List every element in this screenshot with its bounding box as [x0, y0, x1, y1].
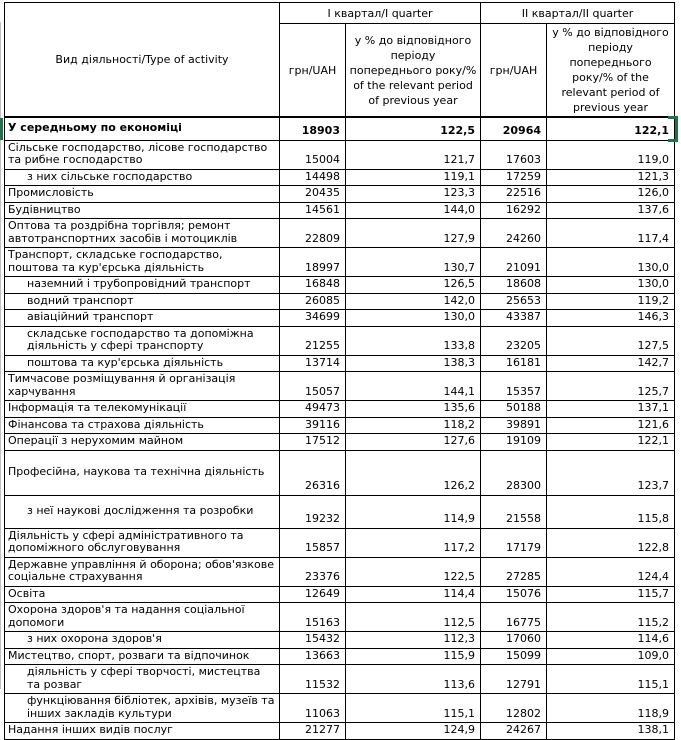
q2-uah-cell[interactable]: 24267: [481, 723, 547, 740]
activity-cell[interactable]: Професійна, наукова та технічна діяльність: [5, 450, 280, 495]
q2-uah-cell[interactable]: 17259: [481, 169, 547, 186]
table-row: [5, 186, 675, 203]
q2-percent-cell[interactable]: 146,3: [547, 310, 675, 327]
q2-uah-cell[interactable]: 27285: [481, 557, 547, 586]
q1-percent-cell[interactable]: 126,2: [346, 450, 481, 495]
q2-uah-cell[interactable]: 18608: [481, 277, 547, 294]
q1-uah-cell[interactable]: 20435: [280, 186, 346, 203]
q1-percent-cell[interactable]: 115,9: [346, 648, 481, 665]
activity-column-header[interactable]: Вид діяльності/Type of activity: [5, 3, 280, 118]
q2-percent-cell[interactable]: 114,6: [547, 632, 675, 649]
q1-percent-cell[interactable]: 123,3: [346, 186, 481, 203]
q2-percent-cell[interactable]: 130,0: [547, 248, 675, 277]
q1-percent-cell[interactable]: 135,6: [346, 401, 481, 418]
activity-cell[interactable]: Сільське господарство, лісове господарство та рибне господарство: [5, 140, 280, 169]
table-row: [5, 694, 675, 723]
q2-uah-cell[interactable]: 39891: [481, 417, 547, 434]
q1-uah-cell[interactable]: 21277: [280, 723, 346, 740]
q1-uah-cell[interactable]: 16848: [280, 277, 346, 294]
activity-cell[interactable]: Мистецтво, спорт, розваги та відпочинок: [5, 648, 280, 665]
q1-percent-cell[interactable]: 117,2: [346, 528, 481, 557]
q2-uah-cell[interactable]: 22516: [481, 186, 547, 203]
q2-percent-header[interactable]: у % до відповідного періоду попереднього року/% of the relevant period of previous year: [547, 24, 675, 118]
q2-percent-cell[interactable]: 138,1: [547, 723, 675, 740]
activity-cell[interactable]: функціювання бібліотек, архівів, музеїв та інших закладів культури: [5, 694, 280, 723]
wages-by-activity-table: [4, 2, 675, 740]
table-row: [5, 310, 675, 327]
q1-percent-cell[interactable]: 114,4: [346, 586, 481, 603]
selection-border-right-top: [668, 116, 678, 119]
q2-percent-cell[interactable]: 119,0: [547, 140, 675, 169]
q1-uah-cell[interactable]: 13714: [280, 355, 346, 372]
table-row: [5, 248, 675, 277]
q2-uah-cell[interactable]: 15076: [481, 586, 547, 603]
q1-percent-cell[interactable]: 122,5: [346, 117, 481, 140]
q2-percent-cell[interactable]: 130,0: [547, 277, 675, 294]
q1-percent-cell[interactable]: 142,0: [346, 293, 481, 310]
q1-percent-header[interactable]: у % до відповідного періоду попереднього року/% of the relevant period of previous year: [346, 24, 481, 118]
activity-cell[interactable]: поштова та кур'єрська діяльність: [5, 355, 280, 372]
quarter2-header[interactable]: ІІ квартал/II quarter: [481, 3, 675, 24]
table-row: [5, 665, 675, 694]
q1-percent-cell[interactable]: 133,8: [346, 326, 481, 355]
q2-uah-cell[interactable]: 21091: [481, 248, 547, 277]
q2-percent-cell[interactable]: 122,1: [547, 434, 675, 451]
table-row: [5, 434, 675, 451]
q1-uah-cell[interactable]: 14561: [280, 202, 346, 219]
table-row: [5, 450, 675, 495]
q2-percent-cell[interactable]: 137,1: [547, 401, 675, 418]
activity-cell[interactable]: Освіта: [5, 586, 280, 603]
q2-uah-cell[interactable]: 19109: [481, 434, 547, 451]
q2-uah-cell[interactable]: 16775: [481, 603, 547, 632]
q1-percent-cell[interactable]: 118,2: [346, 417, 481, 434]
q2-uah-cell[interactable]: 15099: [481, 648, 547, 665]
table-row: [5, 603, 675, 632]
activity-cell[interactable]: Інформація та телекомунікації: [5, 401, 280, 418]
table-row: [5, 355, 675, 372]
activity-cell[interactable]: діяльність у сфері творчості, мистецтва та розваг: [5, 665, 280, 694]
q2-percent-cell[interactable]: 115,2: [547, 603, 675, 632]
activity-cell[interactable]: з неї наукові дослідження та розробки: [5, 495, 280, 528]
q1-uah-cell[interactable]: 18903: [280, 117, 346, 140]
q1-percent-cell[interactable]: 130,0: [346, 310, 481, 327]
q1-percent-cell[interactable]: 138,3: [346, 355, 481, 372]
q2-percent-cell[interactable]: 121,6: [547, 417, 675, 434]
q2-percent-cell[interactable]: 109,0: [547, 648, 675, 665]
q2-uah-cell[interactable]: 16292: [481, 202, 547, 219]
q1-uah-cell[interactable]: 14498: [280, 169, 346, 186]
q1-percent-cell[interactable]: 144,1: [346, 372, 481, 401]
q1-uah-header[interactable]: грн/UAH: [280, 24, 346, 118]
q1-percent-cell[interactable]: 114,9: [346, 495, 481, 528]
table-row: [5, 140, 675, 169]
q2-uah-cell[interactable]: 17060: [481, 632, 547, 649]
activity-cell[interactable]: Оптова та роздрібна торгівля; ремонт автотранспортних засобів і мотоциклів: [5, 219, 280, 248]
q2-uah-cell[interactable]: 12802: [481, 694, 547, 723]
activity-cell[interactable]: Промисловість: [5, 186, 280, 203]
table-row: [5, 648, 675, 665]
q2-percent-cell[interactable]: 115,7: [547, 586, 675, 603]
q2-percent-cell[interactable]: 117,4: [547, 219, 675, 248]
q1-uah-cell[interactable]: 22809: [280, 219, 346, 248]
q2-uah-cell[interactable]: 20964: [481, 117, 547, 140]
q1-uah-cell[interactable]: 15857: [280, 528, 346, 557]
activity-cell[interactable]: Будівництво: [5, 202, 280, 219]
q2-percent-cell[interactable]: 115,8: [547, 495, 675, 528]
q2-uah-cell[interactable]: 25653: [481, 293, 547, 310]
q1-percent-cell[interactable]: 122,5: [346, 557, 481, 586]
q1-uah-cell[interactable]: 15432: [280, 632, 346, 649]
q2-percent-cell[interactable]: 118,9: [547, 694, 675, 723]
q2-percent-cell[interactable]: 123,7: [547, 450, 675, 495]
q2-percent-cell[interactable]: 119,2: [547, 293, 675, 310]
q2-percent-cell[interactable]: 137,6: [547, 202, 675, 219]
q1-percent-cell[interactable]: 124,9: [346, 723, 481, 740]
q1-percent-cell[interactable]: 127,6: [346, 434, 481, 451]
q1-percent-cell[interactable]: 119,1: [346, 169, 481, 186]
quarter1-header[interactable]: І квартал/I quarter: [280, 3, 481, 24]
q1-uah-cell[interactable]: 17512: [280, 434, 346, 451]
table-row: [5, 401, 675, 418]
activity-cell[interactable]: з них охорона здоров'я: [5, 632, 280, 649]
q2-uah-cell[interactable]: 16181: [481, 355, 547, 372]
q2-percent-cell[interactable]: 125,7: [547, 372, 675, 401]
q1-percent-cell[interactable]: 113,6: [346, 665, 481, 694]
q2-percent-cell[interactable]: 115,1: [547, 665, 675, 694]
activity-cell[interactable]: водний транспорт: [5, 293, 280, 310]
q2-percent-cell[interactable]: 127,5: [547, 326, 675, 355]
q2-uah-cell[interactable]: 43387: [481, 310, 547, 327]
q1-percent-cell[interactable]: 115,1: [346, 694, 481, 723]
activity-cell[interactable]: Державне управління й оборона; обов'язкове соціальне страхування: [5, 557, 280, 586]
activity-cell[interactable]: Тимчасове розміщування й організація харчування: [5, 372, 280, 401]
selection-border-left: [0, 118, 3, 140]
table-row: [5, 632, 675, 649]
activity-cell[interactable]: наземний і трубопровідний транспорт: [5, 277, 280, 294]
q2-uah-cell[interactable]: 21558: [481, 495, 547, 528]
q2-uah-cell[interactable]: 12791: [481, 665, 547, 694]
q1-percent-cell[interactable]: 144,0: [346, 202, 481, 219]
q1-uah-cell[interactable]: 26085: [280, 293, 346, 310]
q2-uah-cell[interactable]: 50188: [481, 401, 547, 418]
activity-cell[interactable]: Фінансова та страхова діяльність: [5, 417, 280, 434]
q2-uah-cell[interactable]: 17179: [481, 528, 547, 557]
q2-uah-cell[interactable]: 17603: [481, 140, 547, 169]
table-row: [5, 117, 675, 140]
activity-cell[interactable]: складське господарство та допоміжна діяльність у сфері транспорту: [5, 326, 280, 355]
q1-uah-cell[interactable]: 23376: [280, 557, 346, 586]
activity-cell[interactable]: авіаційний транспорт: [5, 310, 280, 327]
q2-percent-cell[interactable]: 122,1: [547, 117, 675, 140]
q1-uah-cell[interactable]: 49473: [280, 401, 346, 418]
table-row: [5, 495, 675, 528]
q1-percent-cell[interactable]: 130,7: [346, 248, 481, 277]
table-header: [5, 3, 675, 118]
activity-cell[interactable]: Транспорт, складське господарство, поштова та кур'єрська діяльність: [5, 248, 280, 277]
q2-uah-cell[interactable]: 28300: [481, 450, 547, 495]
activity-cell[interactable]: Охорона здоров'я та надання соціальної допомоги: [5, 603, 280, 632]
table-row: [5, 219, 675, 248]
q2-percent-cell[interactable]: 126,0: [547, 186, 675, 203]
q2-percent-cell[interactable]: 121,3: [547, 169, 675, 186]
q2-percent-cell[interactable]: 124,4: [547, 557, 675, 586]
q2-uah-header[interactable]: грн/UAH: [481, 24, 547, 118]
selection-border-right-bottom: [668, 139, 678, 142]
table-row: [5, 528, 675, 557]
q1-uah-cell[interactable]: 39116: [280, 417, 346, 434]
table-row: [5, 723, 675, 740]
q1-percent-cell[interactable]: 112,3: [346, 632, 481, 649]
q1-uah-cell[interactable]: 34699: [280, 310, 346, 327]
q1-percent-cell[interactable]: 121,7: [346, 140, 481, 169]
table-row: [5, 557, 675, 586]
activity-cell[interactable]: Надання інших видів послуг: [5, 723, 280, 740]
activity-cell[interactable]: з них сільське господарство: [5, 169, 280, 186]
q2-percent-cell[interactable]: 122,8: [547, 528, 675, 557]
table-row: [5, 202, 675, 219]
q1-uah-cell[interactable]: 11063: [280, 694, 346, 723]
q1-uah-cell[interactable]: 15163: [280, 603, 346, 632]
table-row: [5, 586, 675, 603]
table-row: [5, 417, 675, 434]
table-row: [5, 277, 675, 294]
q1-uah-cell[interactable]: 11532: [280, 665, 346, 694]
q1-uah-cell[interactable]: 19232: [280, 495, 346, 528]
q1-percent-cell[interactable]: 112,5: [346, 603, 481, 632]
activity-cell[interactable]: У середньому по економіці: [5, 117, 280, 140]
q2-uah-cell[interactable]: 15357: [481, 372, 547, 401]
q1-uah-cell[interactable]: 12649: [280, 586, 346, 603]
table-row: [5, 169, 675, 186]
table-row: [5, 326, 675, 355]
q2-uah-cell[interactable]: 24260: [481, 219, 547, 248]
activity-cell[interactable]: Діяльність у сфері адміністративного та допоміжного обслуговування: [5, 528, 280, 557]
q1-uah-cell[interactable]: 15004: [280, 140, 346, 169]
q1-percent-cell[interactable]: 126,5: [346, 277, 481, 294]
q1-uah-cell[interactable]: 26316: [280, 450, 346, 495]
q1-uah-cell[interactable]: 13663: [280, 648, 346, 665]
q1-uah-cell[interactable]: 15057: [280, 372, 346, 401]
q2-uah-cell[interactable]: 23205: [481, 326, 547, 355]
table-row: [5, 372, 675, 401]
activity-cell[interactable]: Операції з нерухомим майном: [5, 434, 280, 451]
q1-uah-cell[interactable]: 18997: [280, 248, 346, 277]
q1-percent-cell[interactable]: 127,9: [346, 219, 481, 248]
table-row: [5, 293, 675, 310]
q1-uah-cell[interactable]: 21255: [280, 326, 346, 355]
q2-percent-cell[interactable]: 142,7: [547, 355, 675, 372]
table-body: [5, 117, 675, 739]
